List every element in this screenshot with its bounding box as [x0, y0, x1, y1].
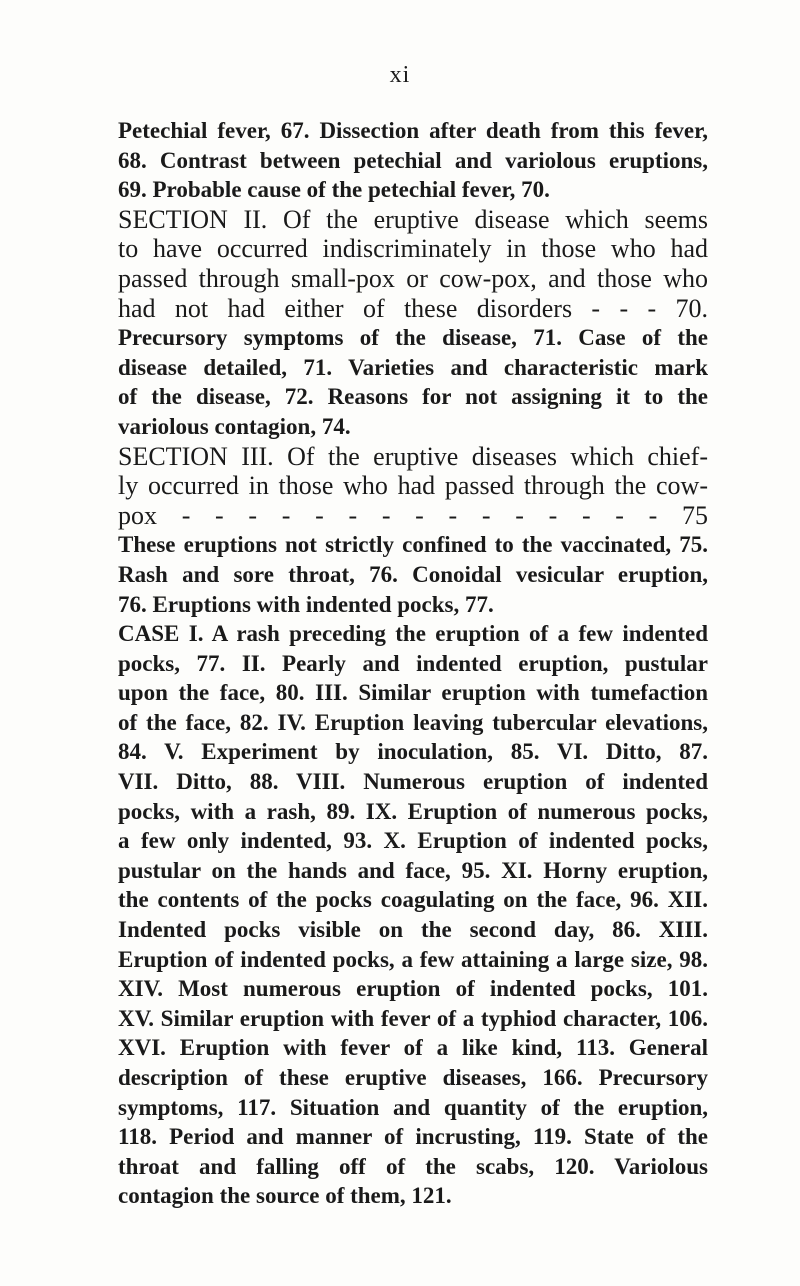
text-line: upon the face, 80. III. Similar eruption with tumefaction	[118, 680, 708, 706]
text-line: 69. Probable cause of the petechial fever, 70.	[118, 177, 550, 203]
section-heading-line: SECTION III. Of the eruptive diseases which chief-	[118, 441, 708, 471]
page-number: xi	[389, 62, 411, 88]
text-line: of the disease, 72. Reasons for not assigning it to the	[118, 384, 708, 410]
text-line: had not had either of these disorders - - - 70.	[118, 293, 708, 323]
text-line: the contents of the pocks coagulating on the face, 96. XII.	[118, 887, 708, 913]
text-line: Rash and sore throat, 76. Conoidal vesicular eruption,	[118, 561, 708, 587]
text-line: passed through small-pox or cow-pox, and those who	[118, 263, 708, 293]
section-heading-line: SECTION II. Of the eruptive disease which seems	[118, 204, 708, 234]
text-line: pocks, with a rash, 89. IX. Eruption of numerous pocks,	[118, 798, 708, 824]
text-line: symptoms, 117. Situation and quantity of the eruption,	[118, 1094, 708, 1120]
text-line: 118. Period and manner of incrusting, 119. State of the	[118, 1124, 708, 1150]
text-line: Eruption of indented pocks, a few attaining a large size, 98.	[118, 946, 708, 972]
text-line: ly occurred in those who had passed through the cow-	[118, 471, 708, 501]
text-line: variolous contagion, 74.	[118, 413, 351, 439]
text-line: pocks, 77. II. Pearly and indented eruption, pustular	[118, 650, 708, 676]
case-heading-line: CASE I. A rash preceding the eruption of a few indented	[118, 621, 708, 647]
text-line: These eruptions not strictly confined to the vaccinated, 75.	[118, 532, 708, 558]
text-line: to have occurred indiscriminately in those who had	[118, 234, 708, 264]
text-line: throat and falling off of the scabs, 120. Variolous	[118, 1153, 708, 1179]
text-line: XV. Similar eruption with fever of a typhiod character, 106.	[118, 1005, 708, 1031]
text-line: 76. Eruptions with indented pocks, 77.	[118, 591, 494, 617]
text-line: VII. Ditto, 88. VIII. Numerous eruption of indented	[118, 769, 708, 795]
text-line: pox - - - - - - - - - - - - - - - 75	[118, 500, 708, 530]
text-line: pustular on the hands and face, 95. XI. Horny eruption,	[118, 857, 708, 883]
text-line: description of these eruptive diseases, 166. Precursory	[118, 1065, 708, 1090]
text-line: disease detailed, 71. Varieties and characteristic mark	[118, 354, 708, 380]
text-line: 84. V. Experiment by inoculation, 85. VI. Ditto, 87.	[118, 739, 708, 765]
text-line: XVI. Eruption with fever of a like kind, 113. General	[118, 1035, 708, 1061]
text-line: Indented pocks visible on the second day, 86. XIII.	[118, 917, 708, 943]
text-line: XIV. Most numerous eruption of indented pocks, 101.	[118, 976, 708, 1002]
text-line: Petechial fever, 67. Dissection after death from this fever,	[118, 118, 708, 143]
text-line: Precursory symptoms of the disease, 71. Case of the	[118, 325, 708, 351]
text-line: 68. Contrast between petechial and variolous eruptions,	[118, 147, 708, 173]
text-line: a few only indented, 93. X. Eruption of indented pocks,	[118, 828, 708, 854]
text-line: contagion the source of them, 121.	[118, 1183, 452, 1209]
table-of-contents-text	[118, 116, 708, 1211]
text-line: of the face, 82. IV. Eruption leaving tubercular elevations,	[118, 709, 708, 735]
